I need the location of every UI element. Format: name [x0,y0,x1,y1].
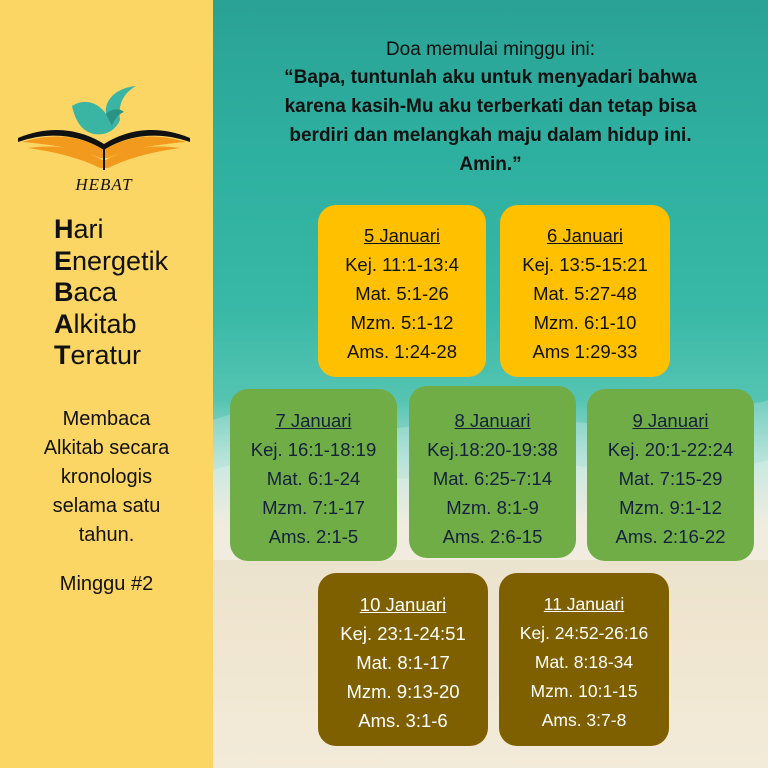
card-line: Ams. 3:1-6 [358,710,448,731]
acronym-line: Alkitab [54,308,137,339]
prayer-line: karena kasih-Mu aku terberkati dan tetap bisa [284,96,697,117]
acronym-line: Hari [54,214,104,244]
description-line: Alkitab secara [43,437,170,459]
card-date: 5 Januari [363,225,441,246]
acronym-line: Baca [54,277,118,307]
card-line: Kej. 16:1-18:19 [250,439,377,460]
card-line: Kej. 20:1-22:24 [607,439,734,460]
prayer-text [213,63,768,179]
card-line: Mzm. 10:1-15 [530,681,638,701]
card-line: Mat. 8:1-17 [356,652,450,673]
card-line: Mat. 8:18-34 [534,652,634,672]
reading-card-jan-10 [318,573,488,746]
card-line: Ams. 1:24-28 [346,341,458,362]
prayer-block [213,38,768,179]
reading-card-jan-7 [230,389,397,561]
card-line: Mzm. 8:1-9 [446,497,539,518]
description-line: tahun. [78,524,135,546]
card-line: Mat. 6:1-24 [266,468,361,489]
card-line: Mat. 6:25-7:14 [432,468,553,489]
card-date: 11 Januari [543,594,625,614]
card-line: Mat. 5:27-48 [533,283,637,304]
card-line: Ams 1:29-33 [532,341,638,362]
reading-card-jan-5 [318,205,486,377]
card-date: 9 Januari [632,410,709,431]
card-line: Kej. 24:52-26:16 [519,623,649,643]
reading-card-jan-8 [409,386,576,558]
prayer-line: Amin.” [459,154,522,175]
logo-text: HEBAT [75,175,133,194]
card-date: 10 Januari [359,594,447,615]
card-line: Mzm. 7:1-17 [262,497,365,518]
sidebar [0,0,213,768]
card-line: Mzm. 6:1-10 [533,312,637,333]
description-line: kronologis [60,466,153,488]
card-line: Mzm. 9:13-20 [346,681,460,702]
card-date: 6 Januari [546,225,624,246]
card-line: Ams. 2:16-22 [615,526,726,547]
prayer-line: “Bapa, tuntunlah aku untuk menyadari bahwa [284,67,697,88]
card-line: Mzm. 9:1-12 [619,497,722,518]
card-line: Ams. 3:7-8 [541,710,627,730]
acronym-list [54,214,168,372]
card-line: Ams. 2:1-5 [268,526,359,547]
card-line: Kej.18:20-19:38 [427,439,558,460]
prayer-intro: Doa memulai minggu ini: [385,39,596,60]
acronym-line: Energetik [54,245,169,276]
card-line: Kej. 13:5-15:21 [522,254,648,275]
description-line: selama satu [52,495,161,517]
card-line: Mat. 7:15-29 [618,468,723,489]
week-label: Minggu #2 [59,573,154,595]
card-line: Mzm. 5:1-12 [350,312,454,333]
card-line: Ams. 2:6-15 [442,526,543,547]
acronym-line: Teratur [54,340,142,370]
prayer-line: berdiri dan melangkah maju dalam hidup ini. [289,125,692,146]
hebat-logo [12,78,197,198]
card-line: Mat. 5:1-26 [355,283,449,304]
reading-card-jan-9 [587,389,754,561]
card-line: Kej. 23:1-24:51 [340,623,466,644]
card-line: Kej. 11:1-13:4 [345,254,459,275]
description [0,405,213,550]
description-line: Membaca [62,408,151,430]
reading-card-jan-11 [499,573,669,746]
reading-card-jan-6 [500,205,670,377]
card-date: 7 Januari [275,410,352,431]
card-date: 8 Januari [454,410,531,431]
